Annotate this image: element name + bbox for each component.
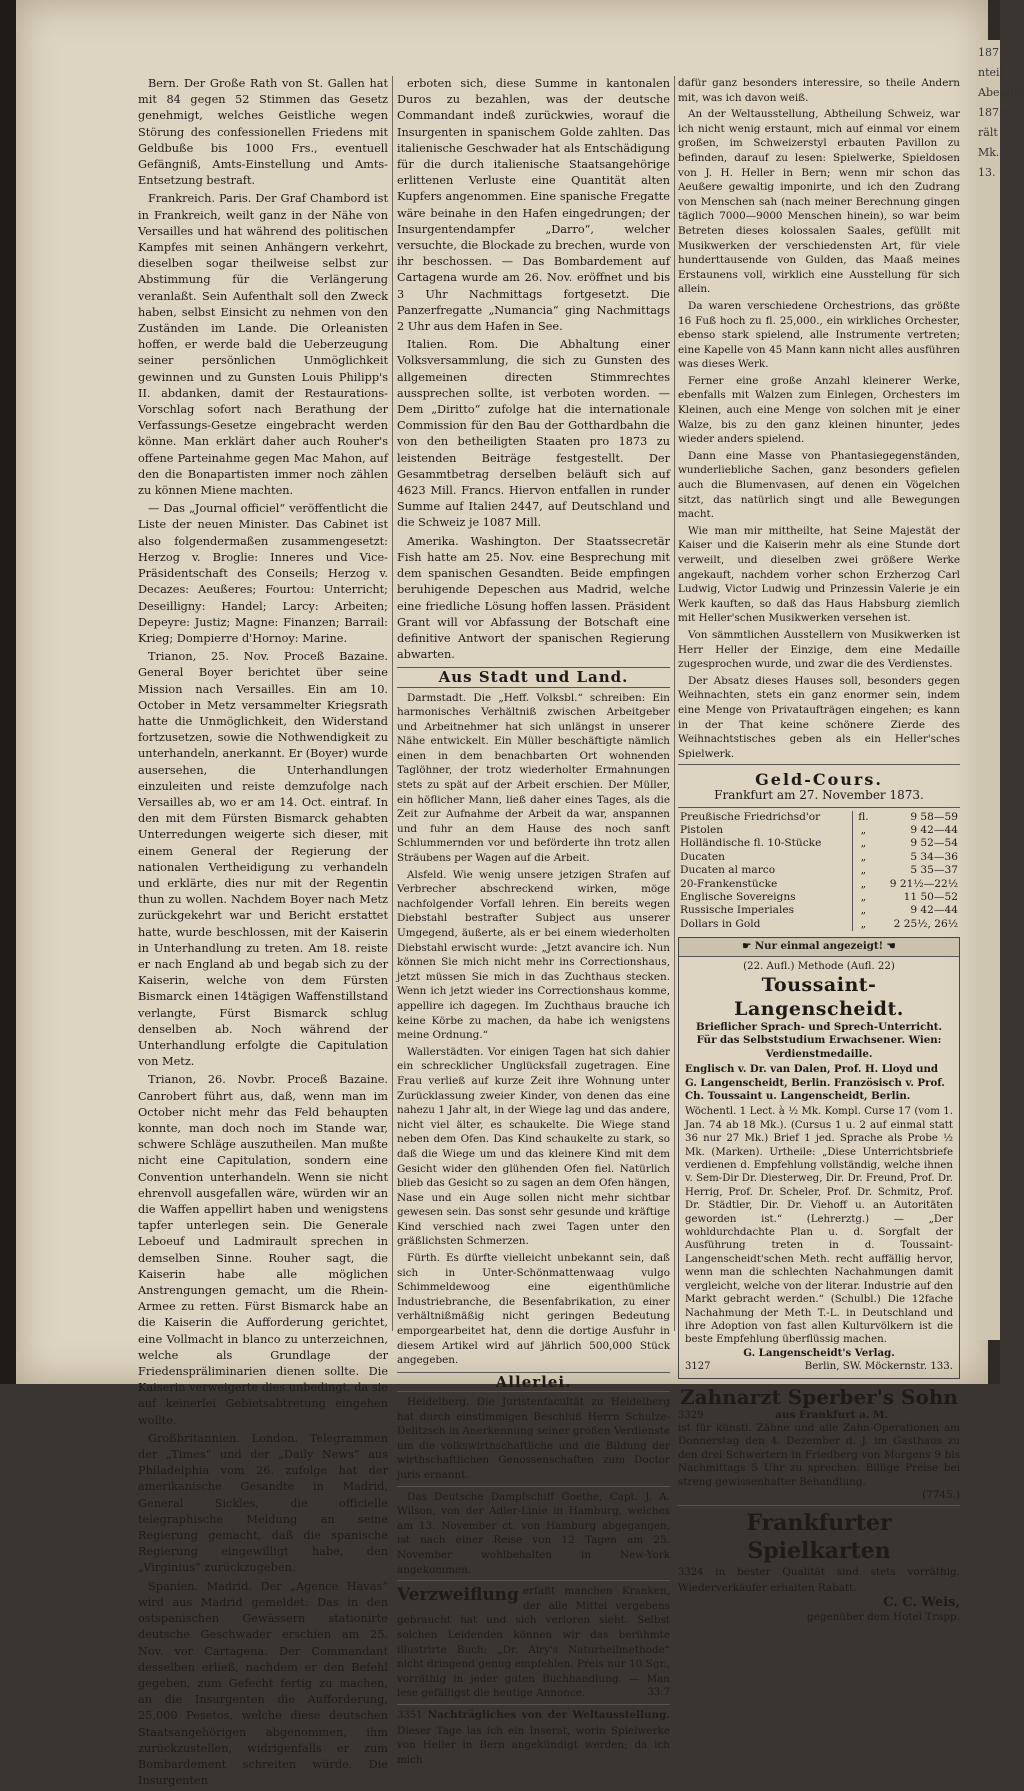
rate-value: 5 34—36 (910, 850, 958, 863)
ad-subtitle: Brieflicher Sprach- und Sprech-Unterricht. Für das Selbststudium Erwachsener. Wien: Verdienstmedaille. (695, 1020, 943, 1060)
weltausstellung-p3: Ferner eine große Anzahl kleinerer Werke, ebenfalls mit Walzen zum Einlegen, Orchesters im Kleinen, auch eine Menge von solchen mit je einer Walze, bis zu den ganz kleinen hinunter, jedes wieder anders spielend. (678, 374, 960, 446)
ad-banner: ☛ Nur einmal angezeigt! ☚ (679, 938, 959, 956)
adjacent-fragment: Abendbl (978, 86, 1024, 99)
article-amerika: Amerika. Washington. Der Staatssecretär Fish hatte am 25. Nov. eine Besprechung mit dem spanischen Gesandten. Beide empfingen beruhigende Depeschen aus Madrid, welche eine friedliche Lösung hoffen lassen. Präsident Grant will vor Abfassung der Botschaft eine definitive Antwort der spanischen Regierung abwarten. (397, 534, 670, 662)
ad-number: 33:7 (647, 1687, 670, 1699)
geld-cours-date: Frankfurt am 27. November 1873. (714, 787, 924, 802)
rate-value: 9 21½—22½ (889, 877, 958, 890)
rate-value: 9 42—44 (910, 823, 958, 836)
article-frankreich: Frankreich. Paris. Der Graf Chambord ist in Frankreich, weilt ganz in der Nähe von Versailles und hat während des politischen Kampfes mit seinen Anhängern verkehrt, dieselben sogar theilweise selbst zur Abstimmung für die Verlängerung veranlaßt. Sein Aufenthalt soll den Zweck haben, selbst Einsicht zu nehmen von den Zuständen im Lande. Die Orleanisten hoffen, er werde bald die Ueberzeugung seiner persönlichen Unmöglichkeit gewinnen und zu Gunsten Louis Philipp's II. abdanken, damit der Restaurations-Vorschlag sofort nach Berathung der Verfassungs-Gesetze eingebracht werden könne. Man erklärt daher auch Rouher's offene Parteinahme gegen Mac Mahon, auf den die Bonapartisten immer noch zählen zu können Miene machten. (138, 192, 388, 498)
divider (397, 1580, 670, 1581)
divider (678, 807, 960, 808)
exchange-rate-table (678, 811, 960, 932)
ad-address: Berlin, SW. Möckernstr. 133. (804, 1361, 953, 1373)
currency-unit: „ (853, 904, 874, 917)
article-weltausstellung-title: Nachträgliches von der Weltausstellung. (427, 1708, 670, 1721)
section-heading-stadt-land: Aus Stadt und Land. (397, 667, 670, 687)
currency-unit: „ (853, 918, 874, 931)
currency-unit: „ (853, 851, 874, 864)
currency-unit: „ (853, 864, 874, 877)
ad-title: Zahnarzt Sperber's Sohn (680, 1384, 958, 1409)
ad-verzweiflung-text: erfaßt manchen Kranken, der alle Mittel vergebens gebraucht hat und sich verloren sieht. Selbst solchen Leidenden können wir das berühmte illustrirte Buch: „Dr. Airy's Naturheilmethode“ nicht dringend genug empfehlen. Preis nur 10 Sgr., vorräthig in jeder guten Buchhandlung. — Man lese gefälligst die heutige Annonce. (397, 1585, 670, 1700)
ad-title: Toussaint-Langenscheidt. (734, 973, 904, 1020)
currency-unit: „ (853, 824, 874, 837)
currency-name: 20-Frankenstücke (680, 877, 778, 890)
weltausstellung-p7: Der Absatz dieses Hauses soll, besonders gegen Weihnachten, stets ein ganz enormer sein, indem eine Menge von Privataufträgen eingehen; es kann in der That keine schönere Zierde des Weihnachtstisches geben als ein Heller'sches Spielwerk. (678, 674, 960, 760)
book-binding (0, 0, 16, 1384)
rate-value: 9 58—59 (910, 810, 958, 823)
article-grossbritannien: Großbritannien. London. Telegrammen der „Times“ und der „Daily News“ aus Philadelphia vom 26. zufolge hat der amerikanische Gesandte in Madrid, General Sickles, die officielle telegraphische Meldung an seine Regierung gemacht, daß die spanische Regierung eingewilligt habe, den „Virginius“ zurückzugeben. (138, 1431, 388, 1575)
weltausstellung-p2: Da waren verschiedene Orchestrions, das größte 16 Fuß hoch zu fl. 25,000., ein wirkliches Orchester, ebenso stark spielend, alle Instrumente vertreten; eine Kapelle von 45 Mann kann nicht alles ausführen was dieses Werk. (678, 299, 960, 371)
ad-firm: G. Langenscheidt's Verlag. (743, 1346, 895, 1359)
currency-name: Preußische Friedrichsd'or (680, 810, 821, 823)
adjacent-fragment: 1873 (978, 106, 1006, 119)
article-weltausstellung-text: Dieser Tage las ich ein Inserat, worin Spielwerke von Heller in Bern angekündigt werden; da ich mich (397, 1724, 670, 1766)
exchange-rate-row (678, 824, 960, 837)
exchange-rate-row (678, 878, 960, 891)
adjacent-fragment: 13. (978, 166, 996, 179)
article-spanien-cont: erboten sich, diese Summe in kantonalen Duros zu bezahlen, was der deutsche Commandant indeß zurückwies, worauf die Insurgenten in spanischem Golde zahlten. Das italienische Geschwader hat als Entschädigung für die durch italienische Staatsangehörige erlittenen Verluste eine Quantität alten Kupfers angenommen. Eine spanische Fregatte wäre beinahe in den Hafen eingedrungen; der Insurgentendampfer „Darro“, welcher versuchte, die Blockade zu brechen, wurde von ihr beschossen. — Das Bombardement auf Cartagena wurde am 26. Nov. eröffnet und bis 3 Uhr Nachmittags fortgesetzt. Die Panzerfregatte „Numancia“ ging Nachmittags 2 Uhr aus dem Hafen in See. (397, 77, 670, 334)
currency-name: Holländische fl. 10-Stücke (680, 837, 822, 850)
article-bern: Bern. Der Große Rath von St. Gallen hat mit 84 gegen 52 Stimmen das Gesetz genehmigt, welches Geistliche wegen Störung des confessionellen Friedens mit Geldbuße bis 1000 Frs., eventuell Gefängniß, Amts-Einstellung und Amts-Entsetzung bestraft. (138, 77, 388, 188)
ad-edition: (22. Aufl.) Methode (Aufl. 22) (743, 960, 895, 972)
article-wallerstaedten: Wallerstädten. Vor einigen Tagen hat sich dahier ein schrecklicher Unglücksfall zugetragen. Eine Frau verließ auf kurze Zeit ihre Wohnung unter Zurücklassung zweier Kinder, von denen das eine nahezu 1 Jahr alt, in der Wiege lag und das andere, nicht viel älter, es schaukelte. Die Wiege stand neben dem Ofen. Das Kind schaukelte zu stark, so daß die Wiege um und das kleinere Kind mit dem Gesicht wider den glühenden Ofen fiel. Natürlich blieb das Gesicht so zu sagen an dem Ofen hängen, Nase und ein Auge sollen nicht mehr sichtbar gewesen sein. Das sonst sehr gesunde und kräftige Kind verschied nach zwei Tagen unter den gräßlichsten Schmerzen. (397, 1045, 670, 1248)
ad-body: in bester Qualität sind stets vorräthig. Wiederverkäufer erhalten Rabatt. (678, 1566, 960, 1594)
weltausstellung-p5: Wie man mir mittheilte, hat Seine Majestät der Kaiser und die Kaiserin mehr als eine Stunde dort verweilt, und dieselben zwei größere Werke angekauft, nachdem vorher schon Erzherzog Carl Ludwig, Victor Ludwig und Prinzessin Valerie je ein Werk kauften, so daß das Haus Habsburg ziemlich mit Heller'schen Musikwerken versehen ist. (678, 524, 960, 625)
column-rule (392, 76, 393, 1331)
ad-languages: Englisch v. Dr. van Dalen, Prof. H. Lloyd und G. Langenscheidt, Berlin. Französisch v. Prof. Ch. Toussaint u. Langenscheidt, Berlin. (685, 1063, 945, 1102)
ad-number: 3351 (397, 1709, 423, 1721)
exchange-rate-row (678, 837, 960, 850)
ad-firm: C. C. Weis, (883, 1594, 960, 1610)
adjacent-page-edge (976, 40, 1024, 1340)
currency-unit: „ (853, 878, 874, 891)
ad-title: Frankfurter Spielkarten (746, 1510, 892, 1565)
adjacent-fragment: rält (978, 126, 998, 139)
article-darmstadt: Darmstadt. Die „Heff. Volksbl.“ schreiben: Ein harmonisches Verhältniß zwischen Arbeitgeber und Arbeitnehmer hat sich unlängst in unserer Nähe entwickelt. Ein Müller beschäftigte nämlich einen in dem benachbarten Ort wohnenden Taglöhner, der trotz wiederholter Ermahnungen stets zu spät auf der Arbeit erschien. Der Müller, ein höflicher Mann, ließ daher eines Tages, als die Zeit zur Aufnahme der Arbeit da war, anspannen und fuhr an dem Hause des noch sanft Schlummernden vor und beförderte ihn trotz allen Sträubens per Wagen auf die Arbeit. (397, 691, 670, 865)
currency-name: Russische Imperiales (680, 904, 795, 917)
ad-verzweiflung-title: Verzweiflung (397, 1585, 519, 1606)
exchange-rate-row (678, 851, 960, 864)
currency-name: Ducaten al marco (680, 864, 776, 877)
rate-value: 9 52—54 (910, 837, 958, 850)
section-heading-allerlei: Allerlei. (397, 1372, 670, 1392)
rate-value: 11 50—52 (903, 890, 958, 903)
weltausstellung-p6: Von sämmtlichen Ausstellern von Musikwerken ist Herr Heller der Einzige, dem eine Medaille zugesprochen wurde, und zwar die des Verdienstes. (678, 628, 960, 671)
geld-cours-title: Geld-Cours. (755, 770, 883, 790)
currency-unit: „ (853, 837, 874, 850)
adjacent-fragment: Mk. (978, 146, 1000, 159)
article-ministry-list: — Das „Journal officiel“ veröffentlicht die Liste der neuen Minister. Das Cabinet ist also folgendermaßen zusammengesetzt: Herzog v. Broglie: Inneres und Vice-Präsidentschaft des Conseils; Herzog v. Decazes: Aeußeres; Fourtou: Unterricht; Deseilligny: Handel; Larcy: Arbeiten; Depeyre: Justiz; Magne: Finanzen; Barrail: Krieg; Dompierre d'Hornoy: Marine. (138, 502, 388, 645)
article-trianon-26: Trianon, 26. Novbr. Proceß Bazaine. Canrobert führt aus, daß, wenn man im October nicht mehr das Feld behaupten konnte, man doch noch im Stande war, schwere Schläge auszutheilen. Man mußte nicht eine Capitulation, sondern eine Convention unterhandeln. Wenn sie nicht ehrenvoll ausgefallen wäre, würden wir an die Waffen appellirt haben und wenigstens tapfer unterlegen sein. Die Generale Leboeuf und Ladmirault sprechen in demselben Sinne. Rouher sagt, die Kaiserin habe alle möglichen Anstrengungen gemacht, um die Rhein-Armee zu retten. Fürst Bismarck habe an die Kaiserin die Aufforderung gerichtet, eine Vollmacht in blanco zu unterzeichnen, welche als Grundlage der Friedenspräliminarien dienen sollte. Die Kaiserin verweigerte dies unbedingt, da sie auf keinerlei Gebietsabtretung eingehen wollte. (138, 1073, 388, 1427)
adjacent-fragment: nteil (978, 66, 1004, 79)
article-dampfschiff: Das Deutsche Dampfschiff Goethe, Capt. J. A. Wilson, von der Adler-Linie in Hamburg, welches am 13. November ct. von Hamburg abgegangen, ist nach einer Reise von 12 Tagen am 25. November wohlbehalten in New-York angekommen. (397, 1490, 670, 1576)
currency-unit: „ (853, 891, 874, 904)
ad-body: ist für künstl. Zähne und alle Zahn-Operationen am Donnerstag den 4. Dezember d. J. im Gasthaus zu den drei Schwertern in Friedberg von Morgens 9 bis Nachmittags 5 Uhr zu sprechen. Billige Preise bei streng gewissenhafter Behandlung. (678, 1421, 960, 1488)
article-trianon-25: Trianon, 25. Nov. Proceß Bazaine. General Boyer berichtet über seine Mission nach Versailles. Ein am 10. October in Metz versammelter Kriegsrath hatte die Unmöglichkeit, den Widerstand fortzusetzen, sowie die Nothwendigkeit zu unterhandeln, anerkannt. Er (Boyer) wurde ausersehen, die Unterhandlungen einzuleiten und reiste demzufolge nach Versailles ab, wo er am 14. Oct. eintraf. In den mit dem Fürsten Bismarck gehabten Unterredungen weigerte sich dieser, mit einem General der Regierung der nationalen Vertheidigung zu verhandeln und erklärte, dies nur mit der Regentin thun zu wollen. Nachdem Boyer nach Metz zurückgekehrt war und Bericht erstattet hatte, wurde beschlossen, mit der Kaiserin in Unterhandlung zu treten. Am 18. reiste er nach England ab und begab sich zu der Kaiserin, welche von dem Fürsten Bismarck einen 14tägigen Waffenstillstand verlangte, Fürst Bismarck schlug denselben ab. Noch während der Unterhandlung erfolgte die Capitulation von Metz. (138, 650, 388, 1069)
ad-body: Wöchentl. 1 Lect. à ½ Mk. Kompl. Curse 17 (vom 1. Jan. 74 ab 18 Mk.). (Cursus 1 u. 2 auf einmal statt 36 nur 27 Mk.) Brief 1 jed. Sprache als Probe ½ Mk. (Marken). Urtheile: „Diese Unterrichtsbriefe verdienen d. Empfehlung vollständig, welche ihnen v. Sem-Dir Dr. Diesterweg, Dir. Dr. Freund, Prof. Dr. Herrig, Prof. Dr. Scheler, Prof. Dr. Schmitz, Prof. Dr. Städtler, Dir. Dr. Viehoff u. an Autoritäten geworden ist.“ (Lehrerztg.) — „Der wohldurchdachte Plan u. d. Sorgfalt der Ausführung treten in d. Toussaint-Langenscheidt'schen Meth. recht auffällig hervor, wenn man die schlechten Nachahmungen damit vergleicht, welche von der literar. Industrie auf den Markt gebracht werden.“ (Schulbl.) Die 12fache Nachahmung der Meth T.-L. in Deutschland und ihre Adoption von fast allen Kulturvölkern ist die beste Empfehlung überflüssig machen. (685, 1106, 953, 1346)
currency-name: Englische Sovereigns (680, 890, 796, 903)
ad-zahnarzt (678, 1385, 960, 1503)
exchange-rate-row (678, 891, 960, 904)
rate-value: 5 35—37 (910, 864, 958, 877)
weltausstellung-cont: dafür ganz besonders interessire, so theile Andern mit, was ich davon weiß. (678, 77, 960, 104)
column-3 (678, 76, 960, 1625)
article-spanien: Spanien. Madrid. Der „Agence Havas“ wird aus Madrid gemeldet: Das in den ostspanischen Gewässern stationirte deutsche Geschwader erschien am 25. Nov. vor Cartagena. Der Commandant desselben erließ, nachdem er den Befehl gegeben, zum Gefecht fertig zu machen, an die Insurgenten die Aufforderung, 25,000 Pesetos, welche diese deutschen Staatsangehörigen abgenommen, ihm zurückzustellen, widrigenfalls er zum Bombardement schreiten würde. Die Insurgenten (138, 1579, 388, 1788)
exchange-rate-row (678, 918, 960, 931)
rate-value: 9 42—44 (910, 904, 958, 917)
article-heidelberg: Heidelberg. Die Juristenfacultät zu Heidelberg hat durch einstimmigen Beschluß Herrn Schulze-Delitzsch in Anerkennung seiner großen Verdienste um die volkswirthschaftliche und die Bildung der wirthschaftlichen Genossenschaften zum Doctor juris ernannt. (397, 1396, 670, 1481)
exchange-rate-row (678, 864, 960, 877)
divider (397, 1486, 670, 1487)
currency-name: Dollars in Gold (680, 917, 761, 930)
currency-unit: fl. (853, 811, 874, 824)
ad-reference: (7745.) (922, 1488, 960, 1501)
ad-verzweiflung (397, 1584, 670, 1701)
divider (397, 1704, 670, 1705)
divider (678, 1505, 960, 1506)
ad-number: 3127 (685, 1361, 711, 1373)
weltausstellung-p1: An der Weltausstellung, Abtheilung Schweiz, war ich nicht wenig erstaunt, mich auf einmal vor einem großen, im Schweizerstyl erbauten Pavillon zu befinden, darauf zu lesen: Spielwerke, Spieldosen von J. H. Heller in Bern; wenn mir schon das Aeußere gewaltig imponirte, und ich den Zudrang von Menschen sah (nach meiner Berechnung gingen täglich 7000—9000 Menschen hinein), so war beim Betreten dieses kolossalen Saales, gefüllt mit Musikwerken der verschiedensten Art, für viele hunderttausende von Gulden, das Maaß meines Erstaunens voll, wirklich eine Ausstellung für sich allein. (678, 108, 960, 296)
article-alsfeld: Alsfeld. Wie wenig unsere jetzigen Strafen auf Verbrecher abschreckend wirken, möge nachfolgender Vorfall lehren. Ein bereits wegen Diebstahl bestrafter Subject aus unserer Umgegend, äußerte, als er bei einem wiederholten Diebstahl erwischt wurde: „Jetzt avancire ich. Nun können Sie mich nicht mehr ins Correctionshaus, jetzt müssen Sie mich in das Zuchthaus stecken. Wenn ich jetzt wieder ins Correctionshaus komme, appellire ich dagegen. Im Zuchthaus brauche ich keine Körbe zu machen, da habe ich wenigstens meine Ordnung.“ (397, 868, 670, 1042)
ad-number: 3329 (678, 1409, 704, 1421)
divider (678, 764, 960, 765)
article-italien: Italien. Rom. Die Abhaltung einer Volksversammlung, die sich zu Gunsten des allgemeinen directen Stimmrechtes aussprechen sollte, ist verboten worden. — Dem „Diritto“ zufolge hat die internationale Commission für den Bau der Gotthardbahn die von den betheiligten Staaten pro 1873 zu leistenden Beiträge festgestellt. Der Gesammtbetrag derselben beläuft sich auf 4623 Mill. Francs. Hiervon entfallen in runder Summe auf Italien 2447, auf Deutschland und die Schweiz je 1087 Mill. (397, 338, 670, 530)
ad-spielkarten (678, 1509, 960, 1624)
ad-address: gegenüber dem Hotel Trapp. (807, 1611, 960, 1624)
adjacent-fragment: 187 (978, 46, 999, 59)
rate-value: 2 25½, 26½ (893, 917, 958, 930)
article-fuerth: Fürth. Es dürfte vielleicht unbekannt sein, daß sich in Unter-Schönmattenwaag vulgo Schimmeldewoog eine eigenthümliche Industriebranche, die Besenfabrikation, zu einer verhältnißmäßig nicht geringen Bedeutung emporgearbeitet hat, denn die dortige Ausfuhr in diesem Artikel wird auf jährlich 500,000 Stück angegeben. (397, 1252, 670, 1367)
ad-origin: aus Frankfurt a. M. (775, 1408, 889, 1421)
column-rule (674, 76, 675, 1331)
ad-number: 3324 (678, 1567, 704, 1579)
column-2 (397, 76, 670, 1769)
exchange-rate-row (678, 811, 960, 824)
column-1 (138, 76, 388, 1791)
ad-toussaint-langenscheidt (678, 937, 960, 1378)
weltausstellung-p4: Dann eine Masse von Phantasiegegenständen, wunderliebliche Sachen, ganz besonders gefielen auch die Blumenvasen, auf denen ein Vögelchen sitzt, das natürlich singt und alle Bewegungen macht. (678, 449, 960, 521)
currency-name: Pistolen (680, 823, 724, 836)
currency-name: Ducaten (680, 850, 725, 863)
exchange-rate-row (678, 904, 960, 917)
